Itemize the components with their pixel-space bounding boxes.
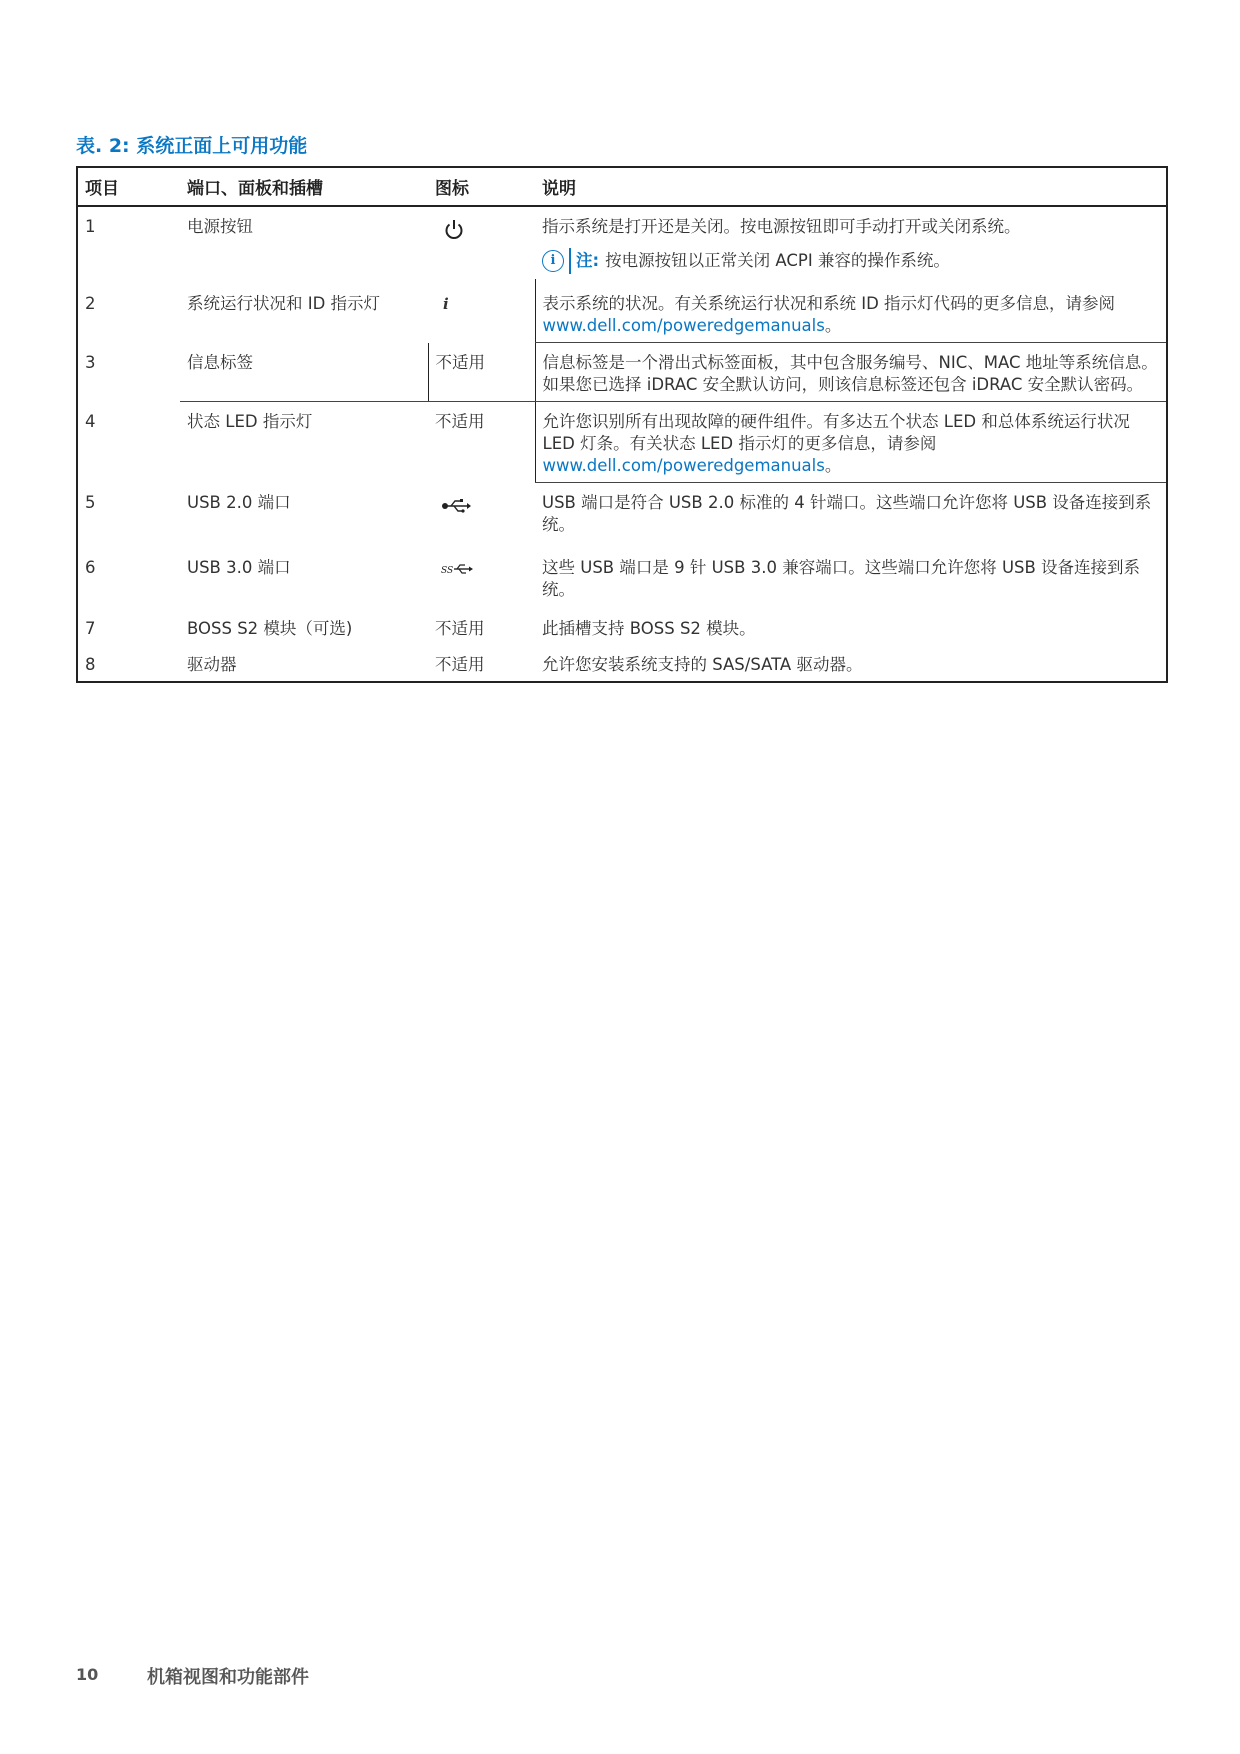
row-name: USB 2.0 端口	[187, 492, 291, 512]
row-description: 信息标签是一个滑出式标签面板，其中包含服务编号、NIC、MAC 地址等系统信息。如果您已选择 iDRAC 安全默认访问，则该信息标签还包含 iDRAC 安全默认密码。	[535, 343, 1167, 402]
row-icon-cell	[428, 206, 535, 279]
row-name: 系统运行状况和 ID 指示灯	[187, 294, 381, 313]
info-icon: i	[443, 295, 449, 313]
row-icon-text: 不适用	[435, 619, 485, 638]
row-item: 5	[77, 483, 180, 542]
manuals-link[interactable]: www.dell.com/poweredgemanuals	[542, 456, 825, 475]
usb3-icon	[441, 562, 473, 576]
row-description	[535, 206, 1167, 279]
row-name: BOSS S2 模块（可选)	[187, 619, 353, 638]
page-number: 10	[76, 1665, 99, 1684]
features-table	[76, 166, 1168, 683]
row-description: 允许您安装系统支持的 SAS/SATA 驱动器。	[535, 645, 1167, 682]
manuals-link[interactable]: www.dell.com/poweredgemanuals	[542, 316, 825, 335]
row-item: 8	[77, 645, 180, 682]
row-desc-end: 。	[824, 316, 842, 335]
row-icon-cell	[428, 279, 535, 343]
note-label: 注:	[576, 251, 600, 270]
note-divider	[569, 248, 571, 274]
row-description: 此插槽支持 BOSS S2 模块。	[535, 606, 1167, 645]
table-row	[77, 343, 1167, 402]
usb2-icon	[441, 498, 471, 514]
row-desc-end: 。	[824, 456, 842, 475]
table-row	[77, 206, 1167, 279]
header-icon: 图标	[428, 167, 535, 206]
row-icon-cell	[428, 541, 535, 606]
row-name: 信息标签	[187, 352, 253, 372]
row-item: 7	[77, 606, 180, 645]
row-item: 1	[77, 206, 180, 279]
row-desc-text: 允许您识别所有出现故障的硬件组件。有多达五个状态 LED 和总体系统运行状况 LED 灯条。有关状态 LED 指示灯的更多信息，请参阅	[542, 412, 1130, 453]
table-row	[77, 279, 1167, 343]
power-icon	[443, 218, 465, 242]
row-item: 2	[77, 279, 180, 343]
note-text: 按电源按钮以正常关闭 ACPI 兼容的操作系统。	[605, 251, 950, 270]
table-row	[77, 402, 1167, 483]
row-item: 6	[77, 541, 180, 606]
table-header-row	[77, 167, 1167, 206]
row-icon-text: 不适用	[435, 412, 485, 431]
row-icon-cell	[428, 483, 535, 542]
row-name: 电源按钮	[187, 217, 253, 236]
info-note-icon: i	[542, 250, 564, 272]
row-icon-text: 不适用	[428, 645, 535, 682]
row-desc-text: 指示系统是打开还是关闭。按电源按钮即可手动打开或关闭系统。	[542, 217, 1021, 236]
row-desc-text: 表示系统的状况。有关系统运行状况和系统 ID 指示灯代码的更多信息，请参阅	[542, 294, 1116, 313]
header-item: 项目	[77, 167, 180, 206]
table-row	[77, 606, 1167, 645]
table-row	[77, 645, 1167, 682]
note	[542, 248, 1159, 274]
row-name: 驱动器	[180, 645, 428, 682]
row-name: USB 3.0 端口	[187, 558, 291, 577]
table-row	[77, 541, 1167, 606]
svg-text:SS: SS	[441, 566, 454, 576]
row-item: 3	[77, 343, 180, 402]
header-description: 说明	[535, 167, 1167, 206]
row-description: USB 端口是符合 USB 2.0 标准的 4 针端口。这些端口允许您将 USB 设备连接到系统。	[535, 483, 1167, 542]
row-item: 4	[77, 402, 180, 483]
table-caption: 表. 2: 系统正面上可用功能	[76, 135, 308, 157]
table-row	[77, 483, 1167, 542]
row-name: 状态 LED 指示灯	[180, 402, 428, 483]
row-description	[535, 279, 1167, 343]
header-port: 端口、面板和插槽	[180, 167, 428, 206]
row-icon-text: 不适用	[428, 343, 535, 402]
chapter-title: 机箱视图和功能部件	[147, 1667, 309, 1688]
row-description: 这些 USB 端口是 9 针 USB 3.0 兼容端口。这些端口允许您将 USB 设备连接到系统。	[535, 541, 1167, 606]
row-description	[535, 402, 1167, 483]
